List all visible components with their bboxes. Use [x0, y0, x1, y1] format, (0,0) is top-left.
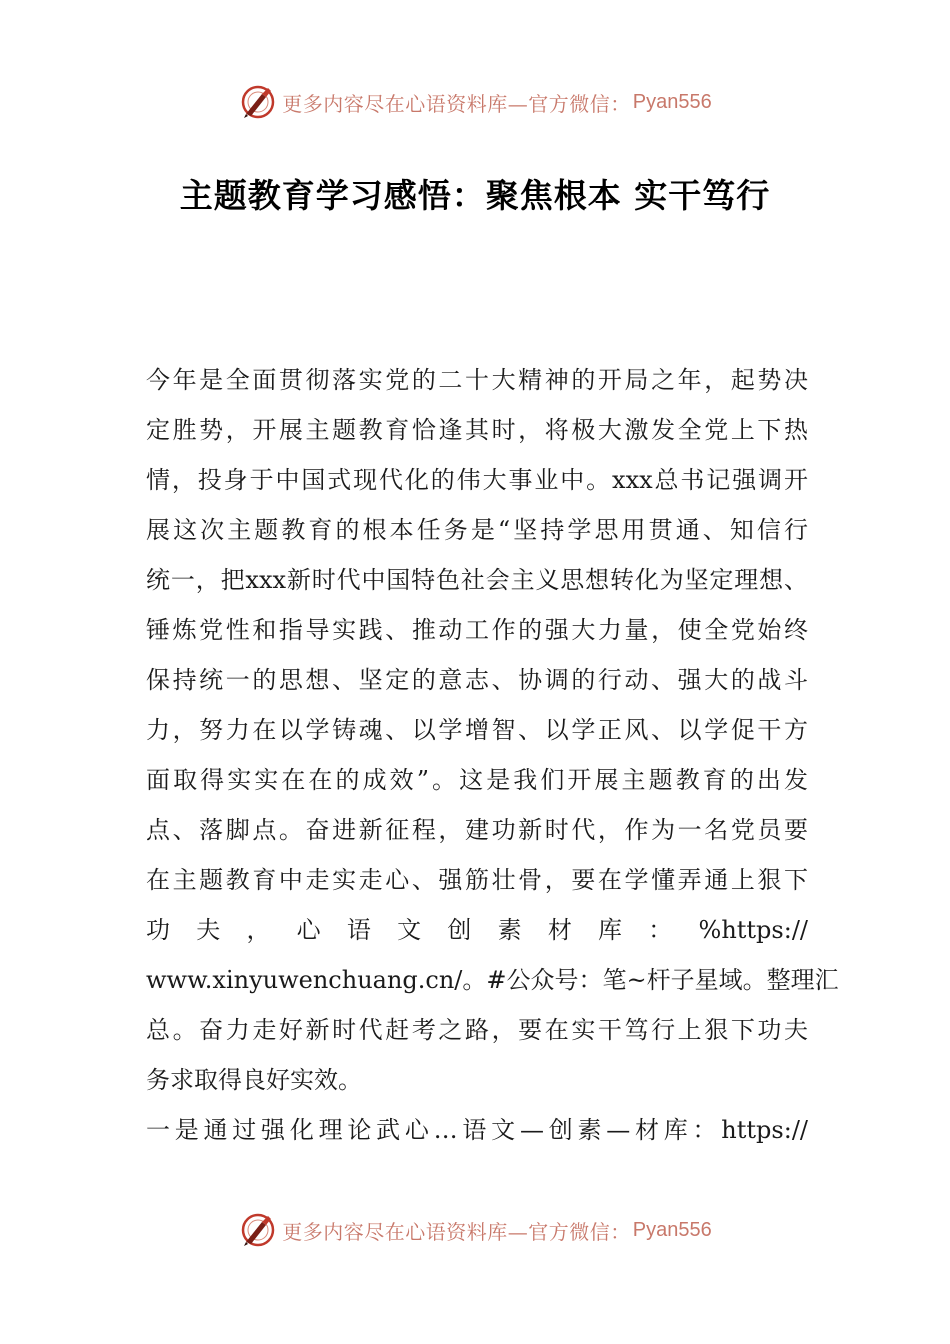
footer-banner	[0, 1208, 950, 1252]
body-line-with-link: 功 夫 ， 心 语 文 创 素 材 库 ： %https://	[146, 916, 808, 944]
body-line: 情，投身于中国式现代化的伟大事业中。xxx总书记强调开	[146, 466, 808, 494]
page-title: 主题教育学习感悟：聚焦根本 实干笃行	[179, 176, 771, 215]
body-line: 保持统一的思想、坚定的意志、协调的行动、强大的战斗	[146, 666, 808, 694]
body-line: 在主题教育中走实走心、强筋壮骨，要在学懂弄通上狠下	[146, 866, 808, 894]
body-line: 展这次主题教育的根本任务是“坚持学思用贯通、知信行	[146, 516, 808, 544]
pen-logo-icon	[238, 82, 278, 122]
banner-text: 更多内容尽在心语资料库—官方微信：	[282, 1219, 631, 1244]
body-line: 点、落脚点。奋进新征程，建功新时代，作为一名党员要	[146, 816, 808, 844]
body-line: 面取得实实在在的成效”。这是我们开展主题教育的出发	[146, 766, 808, 794]
banner-text: 更多内容尽在心语资料库—官方微信：	[282, 91, 631, 116]
body-line: 定胜势，开展主题教育恰逢其时，将极大激发全党上下热	[146, 416, 808, 444]
banner-wechat-id: Pyan556	[632, 90, 712, 113]
body-line: 今年是全面贯彻落实党的二十大精神的开局之年，起势决	[146, 366, 808, 394]
body-line-with-link: www.xinyuwenchuang.cn/。#公众号：笔~杆子星域。整理汇	[146, 966, 839, 994]
body-line-with-link: 一是通过强化理论武心…语文—创素—材库：https://	[146, 1116, 808, 1144]
header-banner	[0, 80, 950, 124]
body-line: 锤炼党性和指导实践、推动工作的强大力量，使全党始终	[146, 616, 808, 644]
body-line: 力，努力在以学铸魂、以学增智、以学正风、以学促干方	[146, 716, 808, 744]
body-line: 总。奋力走好新时代赶考之路，要在实干笃行上狠下功夫	[146, 1016, 808, 1044]
pen-logo-icon	[238, 1210, 278, 1250]
article-body	[146, 355, 839, 1155]
body-line: 统一，把xxx新时代中国特色社会主义思想转化为坚定理想、	[146, 566, 808, 594]
banner-wechat-id: Pyan556	[632, 1218, 712, 1241]
body-line: 务求取得良好实效。	[146, 1066, 362, 1094]
